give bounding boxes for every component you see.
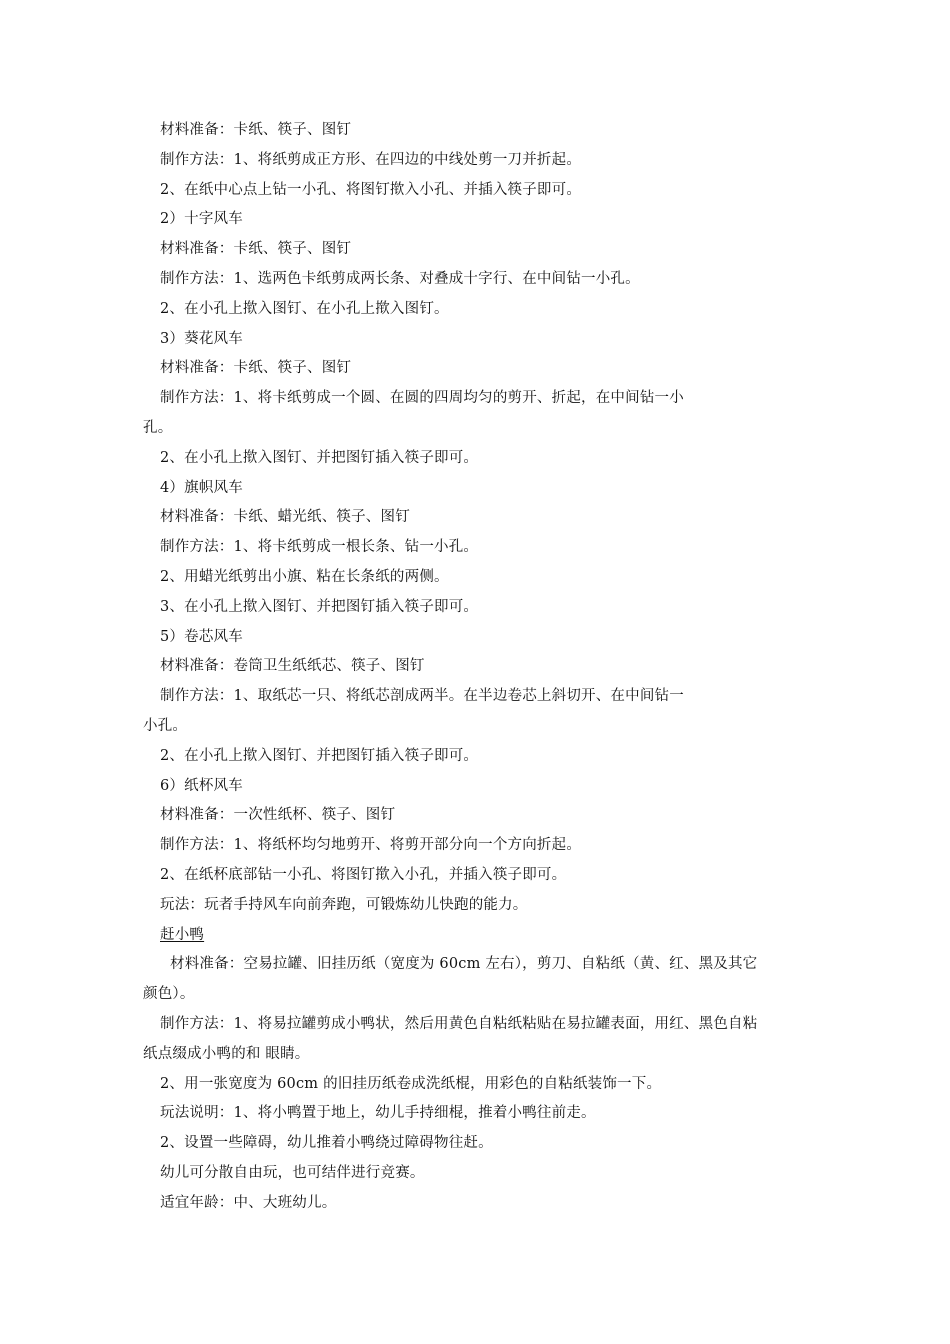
method-step-line: 2、在小孔上揿入图钉、并把图钉插入筷子即可。 — [160, 449, 479, 466]
method-line-continuation: 纸点缀成小鸭的和 眼睛。 — [143, 1045, 310, 1062]
method-step-line: 3、在小孔上揿入图钉、并把图钉插入筷子即可。 — [160, 598, 479, 615]
method-step-line: 2、在小孔上揿入图钉、在小孔上揿入图钉。 — [160, 300, 449, 317]
play-step-line: 2、设置一些障碍，幼儿推着小鸭绕过障碍物往赶。 — [160, 1135, 493, 1152]
materials-line: 材料准备：卡纸、蜡光纸、筷子、图钉 — [160, 509, 410, 526]
method-line-continuation: 孔。 — [143, 419, 173, 436]
method-line: 制作方法：1、选两色卡纸剪成两长条、对叠成十字行、在中间钻一小孔。 — [160, 270, 640, 287]
method-line: 制作方法：1、将纸剪成正方形、在四边的中线处剪一刀并折起。 — [160, 151, 582, 168]
subsection-heading: 3）葵花风车 — [160, 330, 243, 347]
play-instructions-line: 玩法说明：1、将小鸭置于地上，幼儿手持细棍，推着小鸭往前走。 — [160, 1105, 596, 1122]
materials-line: 材料准备：卡纸、筷子、图钉 — [160, 122, 352, 138]
subsection-heading: 5）卷芯风车 — [160, 628, 243, 645]
play-note-line: 幼儿可分散自由玩，也可结伴进行竞赛。 — [160, 1164, 425, 1181]
method-line: 制作方法：1、将卡纸剪成一个圆、在圆的四周均匀的剪开、折起，在中间钻一小 — [160, 390, 684, 407]
subsection-heading: 4）旗帜风车 — [160, 479, 243, 496]
materials-line: 材料准备：一次性纸杯、筷子、图钉 — [160, 807, 396, 824]
method-step-line: 2、在纸杯底部钻一小孔、将图钉揿入小孔，并插入筷子即可。 — [160, 866, 567, 883]
method-step-line: 2、在纸中心点上钻一小孔、将图钉揿入小孔、并插入筷子即可。 — [160, 181, 582, 198]
section-heading: 赶小鸭 — [160, 926, 205, 943]
play-method-line: 玩法：玩者手持风车向前奔跑，可锻炼幼儿快跑的能力。 — [160, 896, 528, 913]
method-line: 制作方法：1、将纸杯均匀地剪开、将剪开部分向一个方向折起。 — [160, 837, 582, 854]
method-step-line: 2、在小孔上揿入图钉、并把图钉插入筷子即可。 — [160, 747, 479, 764]
method-line: 制作方法：1、将易拉罐剪成小鸭状，然后用黄色自粘纸粘贴在易拉罐表面，用红、黑色自粘 — [160, 1015, 758, 1032]
subsection-heading: 2）十字风车 — [160, 211, 243, 228]
materials-line: 材料准备：空易拉罐、旧挂历纸（宽度为 60cm 左右），剪刀、自粘纸（黄、红、黑及其它 — [170, 956, 758, 973]
materials-line: 材料准备：卡纸、筷子、图钉 — [160, 241, 352, 258]
method-line: 制作方法：1、取纸芯一只、将纸芯剖成两半。在半边卷芯上斜切开、在中间钻一 — [160, 688, 684, 705]
method-line: 制作方法：1、将卡纸剪成一根长条、钻一小孔。 — [160, 539, 479, 556]
method-step-line: 2、用一张宽度为 60cm 的旧挂历纸卷成洗纸棍，用彩色的自粘纸装饰一下。 — [160, 1075, 662, 1092]
materials-line-continuation: 颜色）。 — [143, 986, 195, 1003]
materials-line: 材料准备：卷筒卫生纸纸芯、筷子、图钉 — [160, 658, 425, 675]
materials-line: 材料准备：卡纸、筷子、图钉 — [160, 360, 352, 377]
document-body — [143, 116, 810, 1218]
subsection-heading: 6）纸杯风车 — [160, 777, 243, 794]
method-step-line: 2、用蜡光纸剪出小旗、粘在长条纸的两侧。 — [160, 568, 449, 585]
method-line-continuation: 小孔。 — [143, 717, 188, 734]
age-line: 适宜年龄：中、大班幼儿。 — [160, 1194, 337, 1211]
